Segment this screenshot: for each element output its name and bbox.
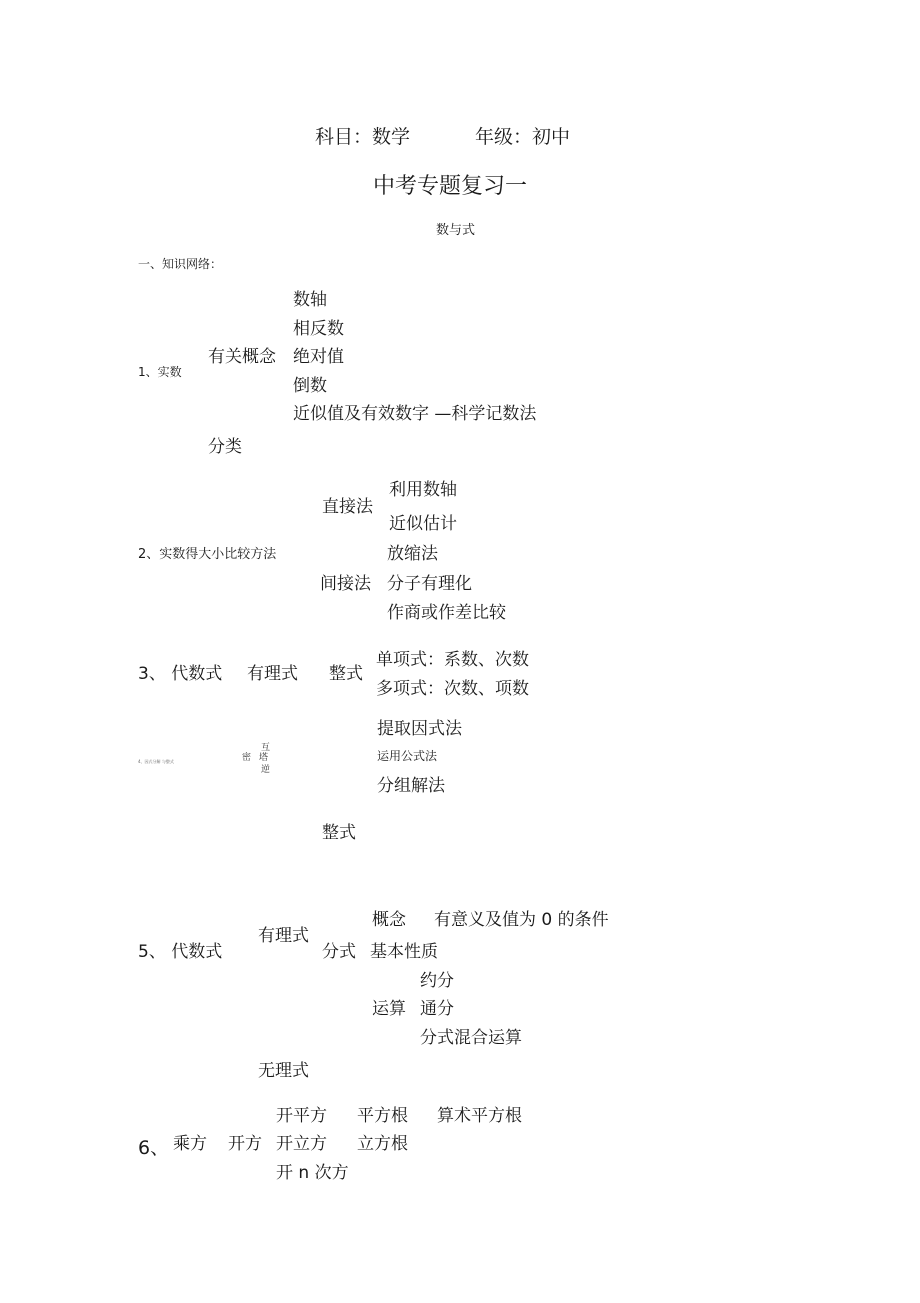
item6-cube-root: 立方根	[357, 1134, 408, 1154]
glyph: 密	[242, 753, 252, 763]
item1-concepts-label: 有关概念	[208, 347, 276, 367]
item6-power: 乘方	[173, 1134, 207, 1154]
grade-label: 年级：初中	[475, 126, 571, 148]
item4-small-text: 4、因式分解 与整式	[138, 759, 174, 764]
item5-mixed-operations: 分式混合运算	[420, 1028, 522, 1048]
item6-arithmetic-root: 算术平方根	[437, 1106, 522, 1126]
item3-polynomial: 多项式：次数、项数	[376, 679, 529, 699]
item5-reduce: 约分	[420, 971, 454, 991]
item4-glyph-cluster	[242, 740, 274, 774]
item2-indirect-label: 间接法	[320, 574, 371, 594]
document-title: 中考专题复习一	[373, 174, 528, 199]
glyph: 塔	[259, 753, 269, 763]
item4-method: 运用公式法	[377, 749, 438, 763]
document-subtitle: 数与式	[436, 223, 476, 238]
item5-basic-property: 基本性质	[370, 942, 438, 962]
item2-direct-method: 利用数轴	[389, 480, 457, 500]
item5-operations: 运算	[372, 999, 406, 1019]
item1-concept: 近似值及有效数字 —科学记数法	[293, 404, 537, 424]
glyph: 逆	[261, 765, 271, 775]
item2-indirect-method: 分子有理化	[387, 574, 472, 594]
item5-concept: 概念	[372, 910, 406, 930]
item5-rational: 有理式	[258, 926, 309, 946]
item5-fraction: 分式	[322, 942, 356, 962]
item2-direct-label: 直接法	[322, 497, 373, 517]
item6-square: 开平方	[276, 1106, 327, 1126]
item2-direct-method: 近似估计	[389, 514, 457, 534]
item4-integral: 整式	[322, 823, 356, 843]
item1-concept: 绝对值	[293, 347, 344, 367]
item6-cube: 开立方	[276, 1134, 327, 1154]
item1-label: 1、实数	[138, 365, 182, 379]
item1-concept: 数轴	[293, 290, 327, 310]
item6-root: 开方	[228, 1134, 262, 1154]
item3-monomial: 单项式：系数、次数	[376, 650, 529, 670]
item5-label: 5、 代数式	[138, 942, 223, 962]
item6-nth: 开 n 次方	[276, 1163, 349, 1183]
item6-square-root: 平方根	[357, 1106, 408, 1126]
item2-indirect-method: 放缩法	[387, 544, 438, 564]
section-heading: 一、知识网络：	[138, 257, 223, 271]
item6-number: 6、	[138, 1137, 170, 1159]
item3-label: 3、 代数式	[138, 664, 223, 684]
item1-concept: 倒数	[293, 376, 327, 396]
subject-label: 科目：数学	[315, 126, 411, 148]
item1-concept: 相反数	[293, 319, 344, 339]
item2-label: 2、实数得大小比较方法	[138, 547, 277, 562]
item2-indirect-method: 作商或作差比较	[387, 603, 506, 623]
item3-integral: 整式	[329, 664, 363, 684]
item5-concept-detail: 有意义及值为 0 的条件	[434, 910, 609, 930]
item4-method: 提取因式法	[377, 719, 462, 739]
item5-irrational: 无理式	[258, 1061, 309, 1081]
item3-rational: 有理式	[247, 664, 298, 684]
glyph: 互	[261, 743, 271, 753]
item4-method: 分组解法	[377, 776, 445, 796]
item1-classification-label: 分类	[208, 437, 242, 457]
item5-common-denominator: 通分	[420, 999, 454, 1019]
